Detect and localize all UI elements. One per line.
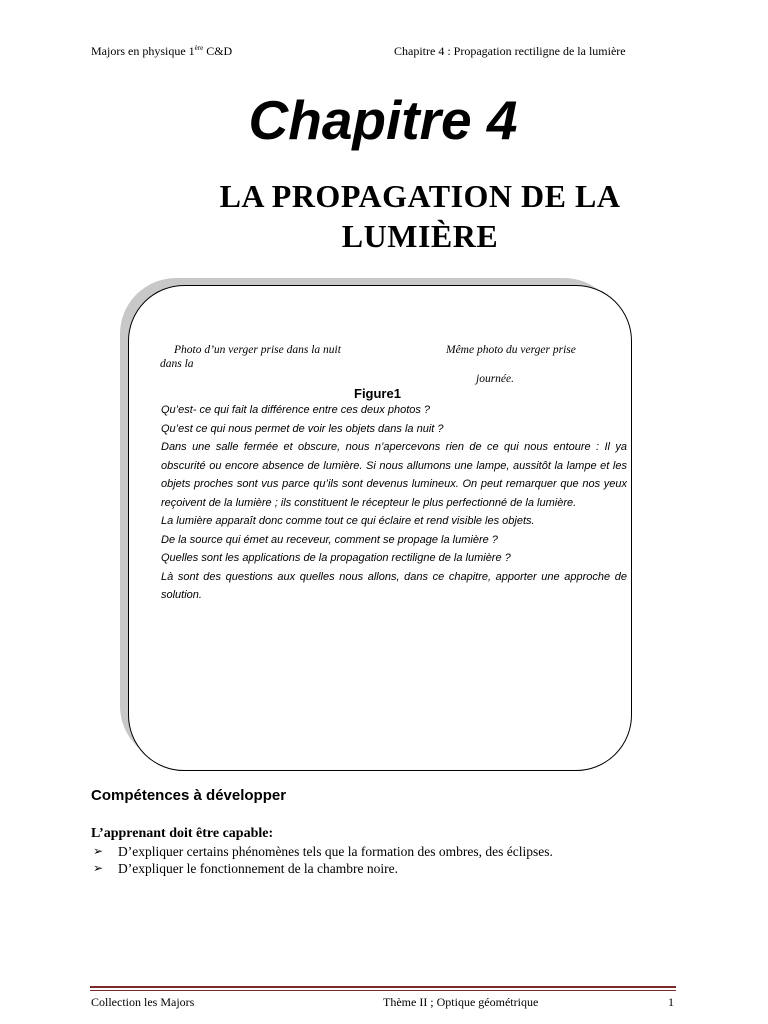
header-left: Majors en physique 1ère C&D (91, 44, 233, 58)
footer-left: Collection les Majors (91, 995, 195, 1009)
intro-line: Qu’est- ce qui fait la différence entre ces deux photos ? (161, 404, 431, 416)
intro-paragraph: Dans une salle fermée et obscure, nous n’apercevons rien de ce qui nous entoure : Il ya obscurité ou encore absence de lumière. Si nous allumons une lampe, aussitôt la lampe et les objets proches sont vus parce qu’ils sont devenus lumineux. On peut remarquer que nos yeux reçoivent de la lumière ; ils constituent le récepteur le plus perfectionné de la lumière. (161, 441, 627, 509)
competences-heading: Compétences à développer (91, 787, 287, 804)
intro-line: Quelles sont les applications de la propagation rectiligne de la lumière ? (161, 552, 511, 564)
chapter-title: LA PROPAGATION DE LA LUMIÈRE (219, 178, 621, 254)
figure-label: Figure1 (354, 386, 401, 401)
photo-caption-continuation: dans la (160, 358, 194, 370)
arrow-bullet-icon: ➢ (93, 861, 104, 875)
intro-text (161, 401, 627, 605)
page-number: 1 (668, 995, 674, 1009)
photo-day-caption: Même photo du verger prise (446, 344, 576, 356)
list-item: ➢ D’expliquer le fonctionnement de la chambre noire. (93, 861, 399, 876)
intro-line: Là sont des questions aux quelles nous allons, dans ce chapitre, apporter une approche de solution. (161, 570, 627, 601)
intro-line: Qu’est ce qui nous permet de voir les objets dans la nuit ? (161, 422, 444, 435)
footer-divider-thin (90, 990, 676, 991)
intro-line: La lumière apparaît donc comme tout ce qui éclaire et rend visible les objets. (161, 515, 535, 527)
footer-divider (90, 986, 676, 988)
chapter-label: Chapitre 4 (248, 89, 518, 151)
photo-night-caption: Photo d’un verger prise dans la nuit (174, 344, 341, 356)
competences-list (93, 843, 553, 877)
photo-caption-continuation-2: journée. (476, 373, 515, 385)
header-right: Chapitre 4 : Propagation rectiligne de la lumière (394, 44, 626, 58)
apprenant-heading: L’apprenant doit être capable: (91, 826, 274, 841)
footer-center: Thème II ; Optique géométrique (383, 995, 539, 1009)
intro-line: De la source qui émet au receveur, comment se propage la lumière ? (161, 533, 498, 546)
arrow-bullet-icon: ➢ (93, 844, 104, 858)
list-item: ➢ D’expliquer certains phénomènes tels que la formation des ombres, des éclipses. (93, 844, 553, 859)
